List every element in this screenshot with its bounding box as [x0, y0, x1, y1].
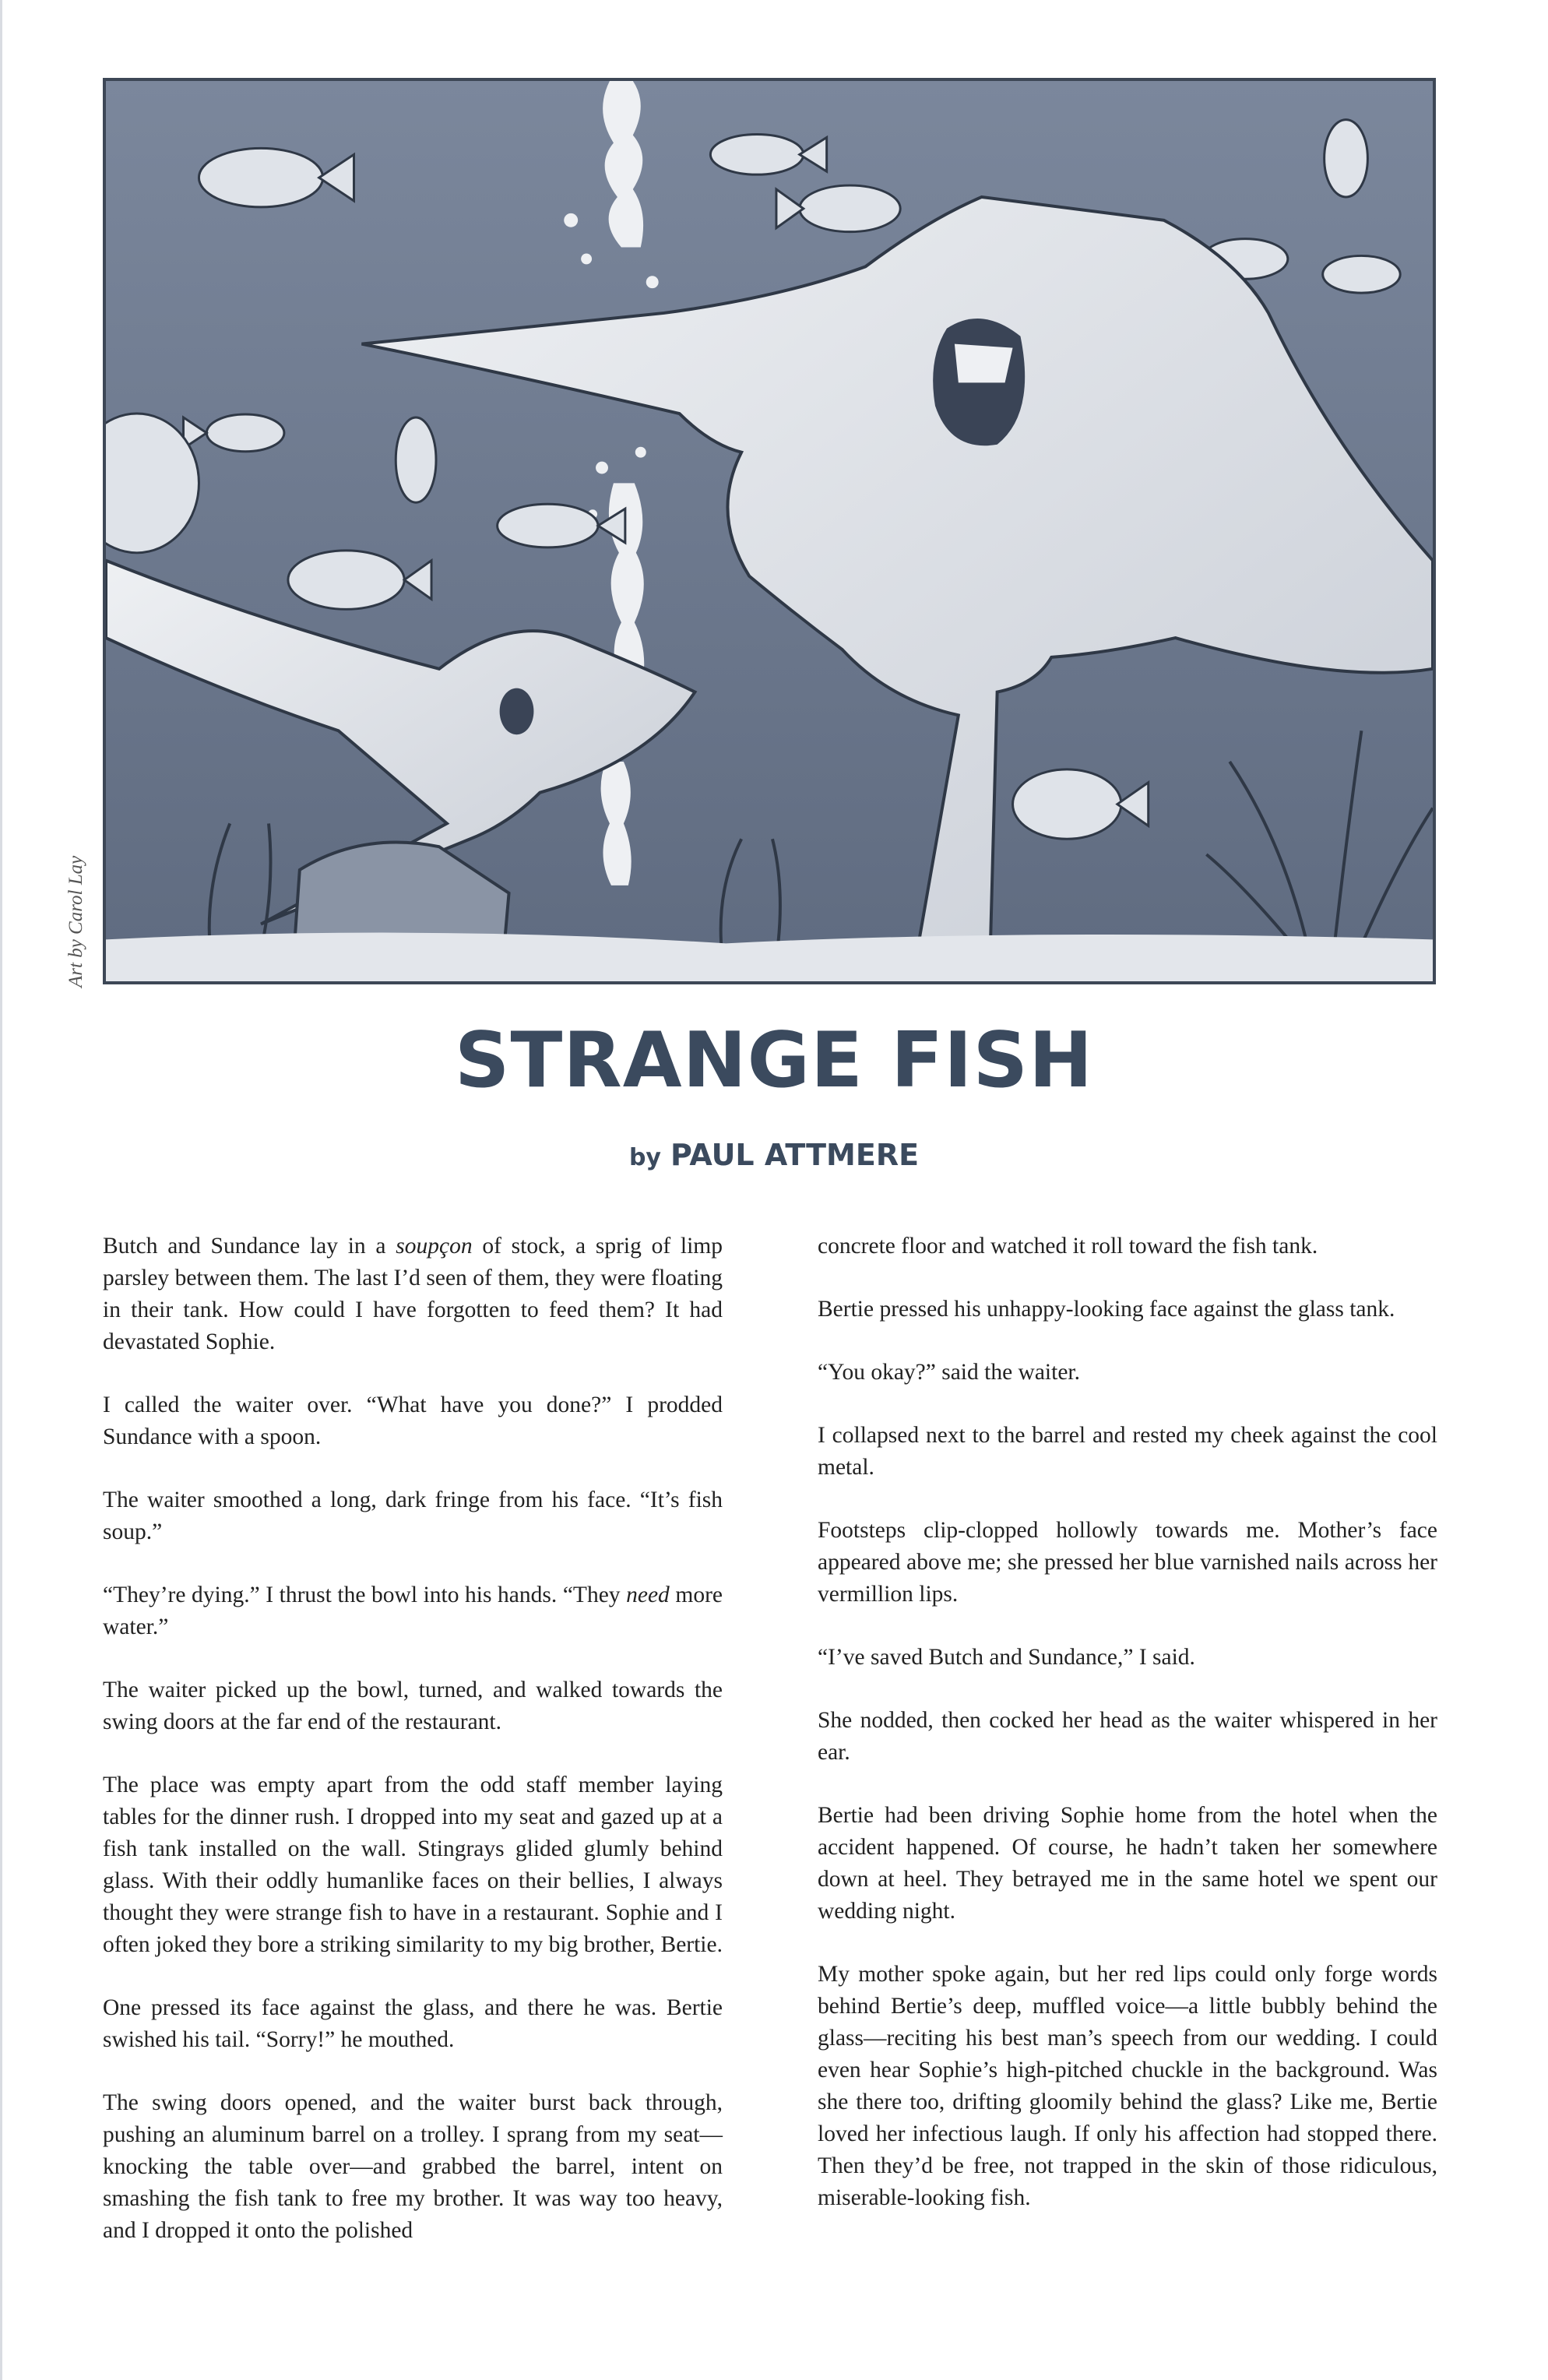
- paragraph: Footsteps clip-clopped hollowly towards me. Mother’s face appeared above me; she pressed her blue varnished nails across her vermillion lips.: [818, 1518, 1437, 1607]
- paragraph: Butch and Sundance lay in a soupçon of stock, a sprig of limp parsley between them. The last I’d seen of them, they were floating in their tank. How could I have forgotten to feed them? It had devastated Sophie.: [103, 1234, 723, 1354]
- paragraph: The waiter smoothed a long, dark fringe from his face. “It’s fish soup.”: [103, 1488, 723, 1544]
- author-name: PAUL ATTMERE: [670, 1138, 920, 1172]
- paragraph: The waiter picked up the bowl, turned, and walked towards the swing doors at the far end of the restaurant.: [103, 1678, 723, 1734]
- story-title: STRANGE FISH: [454, 1016, 1094, 1105]
- illustration-aquarium: [103, 78, 1436, 984]
- paragraph: One pressed its face against the glass, and there he was. Bertie swished his tail. “Sorry!” he mouthed.: [103, 1995, 723, 2052]
- paragraph: concrete floor and watched it roll toward the fish tank.: [818, 1234, 1318, 1259]
- byline: [0, 1138, 1548, 1172]
- paragraph: “They’re dying.” I thrust the bowl into his hands. “They need more water.”: [103, 1583, 723, 1639]
- paragraph: Bertie pressed his unhappy-looking face against the glass tank.: [818, 1297, 1395, 1322]
- paragraph: The place was empty apart from the odd staff member laying tables for the dinner rush. I dropped into my seat and gazed up at a fish tank installed on the wall. Stingrays glided glumly behind glass. With their oddly humanlike faces on their bellies, I always thought they were strange fish to have in a restaurant. Sophie and I often joked they bore a striking similarity to my big brother, Bertie.: [103, 1773, 723, 1957]
- aquarium-scene: [106, 81, 1433, 981]
- paragraph: “You okay?” said the waiter.: [818, 1360, 1080, 1385]
- story-column-right: [818, 1230, 1437, 2245]
- art-credit: Art by Carol Lay: [65, 855, 86, 988]
- paragraph: She nodded, then cocked her head as the waiter whispered in her ear.: [818, 1708, 1437, 1765]
- page-edge-rule: [0, 0, 2, 2380]
- story-column-left: [103, 1230, 723, 2278]
- paragraph: My mother spoke again, but her red lips could only forge words behind Bertie’s deep, muffled voice—a little bubbly behind the glass—reciting his best man’s speech from our wedding. I could even hear Sophie’s high-pitched chuckle in the background. Was she there too, drifting gloomily behind the glass? Like me, Bertie loved her infectious laugh. If only his affection had stopped there. Then they’d be free, not trapped in the skin of those ridiculous, miserable-looking fish.: [818, 1962, 1437, 2210]
- paragraph: I called the waiter over. “What have you done?” I prodded Sundance with a spoon.: [103, 1392, 723, 1449]
- paragraph: The swing doors opened, and the waiter burst back through, pushing an aluminum barrel on a trolley. I sprang from my seat—knocking the table over—and grabbed the barrel, intent on smashing the fish tank to free my brother. It was way too heavy, and I dropped it onto the polished: [103, 2090, 723, 2243]
- paragraph: “I’ve saved Butch and Sundance,” I said.: [818, 1645, 1195, 1670]
- byline-by: by: [628, 1144, 661, 1171]
- paragraph: I collapsed next to the barrel and rested my cheek against the cool metal.: [818, 1423, 1437, 1480]
- paragraph: Bertie had been driving Sophie home from the hotel when the accident happened. Of course, he hadn’t taken her somewhere down at heel. They betrayed me in the same hotel we spent our wedding night.: [818, 1803, 1437, 1924]
